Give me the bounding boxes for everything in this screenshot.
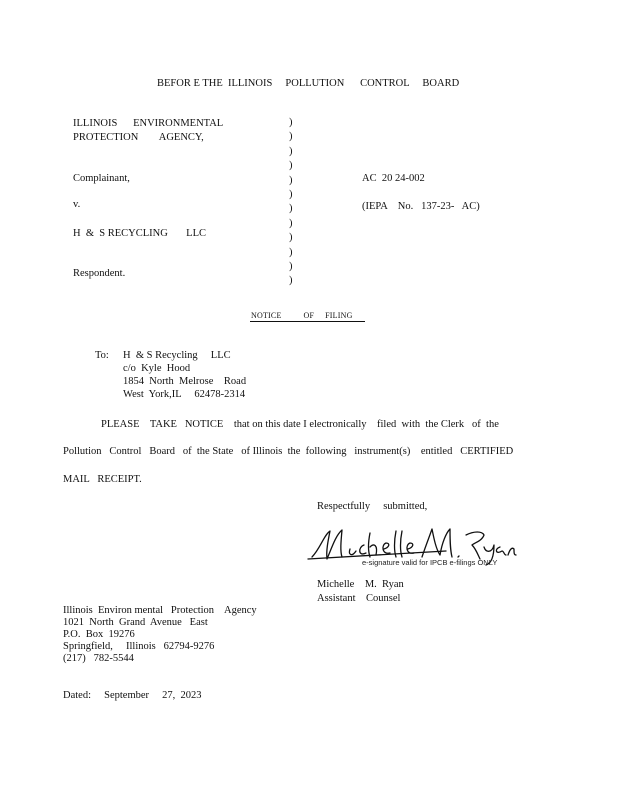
paren: ) — [289, 174, 293, 186]
recipient-line-2: c/o Kyle Hood — [123, 363, 191, 374]
iepa-number: (IEPA No. 137-23- AC) — [362, 201, 480, 212]
paren: ) — [289, 131, 293, 143]
signer-title: Assistant Counsel — [317, 593, 401, 604]
complainant-name-line-1: ILLINOIS ENVIRONMENTAL — [73, 118, 224, 129]
paren: ) — [289, 275, 293, 287]
agency-address-line-3: P.O. Box 19276 — [63, 629, 135, 640]
notice-of-filing-title: NOTICE OF FILING — [251, 311, 353, 320]
respondent-name: H & S RECYCLING LLC — [73, 228, 207, 239]
versus-label: v. — [73, 199, 81, 210]
agency-address-line-1: Illinois Environ mental Protection Agency — [63, 605, 257, 616]
paren: ) — [289, 232, 293, 244]
paren: ) — [289, 145, 293, 157]
complainant-name-line-2: PROTECTION AGENCY, — [73, 132, 204, 143]
notice-body-line-1: PLEASE TAKE NOTICE that on this date I electronically filed with the Clerk of the — [101, 419, 499, 430]
esignature-note: e-signature valid for IPCB e-filings ONLY — [362, 558, 498, 567]
signer-name: Michelle M. Ryan — [317, 579, 404, 590]
case-number: AC 20 24-002 — [362, 173, 425, 184]
notice-body-line-2: Pollution Control Board of the State of Illinois the following instrument(s) entitled CERTIFIED — [63, 446, 514, 457]
paren: ) — [289, 261, 293, 273]
complainant-label: Complainant, — [73, 173, 130, 184]
agency-address-line-2: 1021 North Grand Avenue East — [63, 617, 208, 628]
agency-phone: (217) 782-5544 — [63, 653, 134, 664]
agency-address-line-4: Springfield, Illinois 62794-9276 — [63, 641, 215, 652]
handwritten-signature — [306, 521, 518, 567]
paren: ) — [289, 160, 293, 172]
recipient-line-1: H & S Recycling LLC — [123, 350, 231, 361]
respectfully-submitted: Respectfully submitted, — [317, 501, 428, 512]
respondent-label: Respondent. — [73, 268, 126, 279]
paren: ) — [289, 217, 293, 229]
notice-body-line-3: MAIL RECEIPT. — [63, 474, 142, 485]
paren: ) — [289, 117, 293, 128]
dated-line: Dated: September 27, 2023 — [63, 690, 202, 701]
paren: ) — [289, 246, 293, 258]
to-label: To: — [95, 350, 109, 361]
board-heading: BEFOR E THE ILLINOIS POLLUTION CONTROL BOARD — [157, 78, 460, 89]
caption-parenthesis-column — [289, 116, 297, 289]
recipient-line-4: West York,IL 62478-2314 — [123, 389, 246, 400]
paren: ) — [289, 203, 293, 215]
notice-title-underline — [250, 321, 365, 322]
recipient-line-3: 1854 North Melrose Road — [123, 376, 247, 387]
paren: ) — [289, 189, 293, 201]
